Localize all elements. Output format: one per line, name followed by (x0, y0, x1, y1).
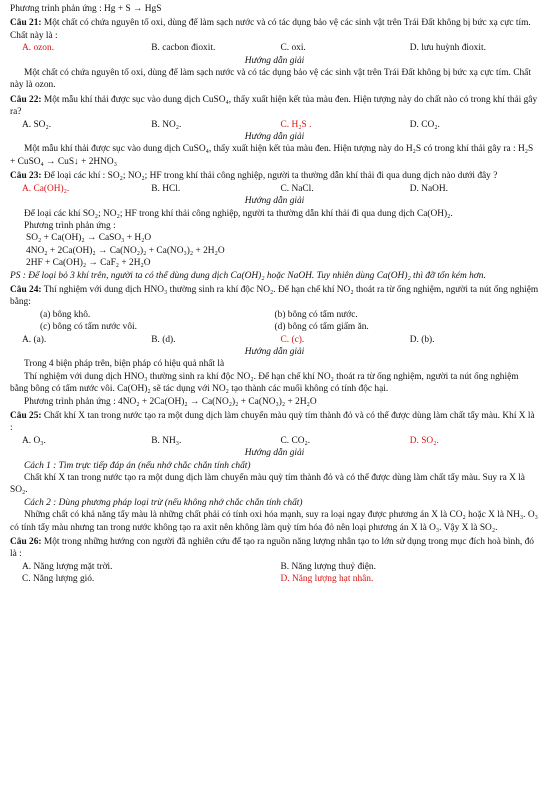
options-21 (10, 42, 539, 54)
option-b: B. cacbon đioxit. (151, 43, 216, 54)
guide-heading: Hướng dẫn giải (244, 196, 305, 207)
option-a: A. O₃. (22, 435, 46, 446)
option-c: C. (c). (280, 334, 305, 345)
choice-d: (d) bông có tẩm giấm ăn. (274, 322, 369, 333)
question-23 (10, 170, 539, 182)
option-a: A. ozon. (22, 43, 55, 54)
option-a: A. Ca(OH)₂. (22, 183, 70, 194)
option-b: B. Năng lượng thuỷ điện. (280, 561, 376, 572)
question-24 (10, 284, 539, 309)
method-2-title: Cách 2 : Dùng phương pháp loại trừ (nếu không nhớ chắc chắn tính chất) (24, 497, 303, 508)
equation-title: Phương trình phản ứng : (24, 220, 116, 231)
option-c: C. Năng lượng gió. (22, 574, 95, 585)
intro-line: Phương trình phản ứng : Hg + S → HgS (10, 4, 162, 14)
equation: Phương trình phản ứng : 4NO₂ + 2Ca(OH)₂ → Ca(NO₂)₂ + Ca(NO₃)₂ + 2H₂O (24, 396, 317, 407)
question-number: Câu 22: (10, 94, 42, 105)
guide-heading: Hướng dẫn giải (244, 346, 305, 357)
guide-heading: Hướng dẫn giải (244, 55, 305, 66)
question-number: Câu 26: (10, 537, 42, 548)
option-d: D. SO₂. (409, 435, 439, 446)
option-d: D. NaOH. (409, 183, 449, 194)
method-1-title: Cách 1 : Tìm trực tiếp đáp án (nếu nhớ chắc chắn tính chất) (24, 460, 251, 471)
option-c: C. NaCl. (280, 183, 314, 194)
choice-c: (c) bông có tẩm nước vôi. (40, 322, 137, 333)
question-number: Câu 25: (10, 411, 42, 421)
option-d: D. (b). (409, 334, 435, 345)
option-b: B. NH₃. (151, 435, 182, 446)
options-24 (10, 334, 539, 346)
explanation: Một mẫu khí thải được sục vào dung dịch CuSO₄, thấy xuất hiện kết tủa màu đen. Hiện tượng này do H₂S có trong khí thải gây ra : H₂S + CuSO₄ → CuS↓ + 2HNO₃ (10, 144, 534, 167)
option-d: D. CO₂. (409, 119, 440, 130)
question-number: Câu 23: (10, 171, 42, 182)
guide-heading: Hướng dẫn giải (244, 132, 305, 143)
explanation-1: Trong 4 biện pháp trên, biện pháp có hiệu quả nhất là (24, 359, 225, 370)
options-22 (10, 119, 539, 131)
option-a: A. SO₂. (22, 119, 52, 130)
option-b: B. NO₂. (151, 119, 182, 130)
question-25 (10, 410, 539, 435)
option-a: A. Năng lượng mặt trời. (22, 561, 113, 572)
options-25 (10, 435, 539, 447)
option-d: D. lưu huỳnh đioxit. (409, 43, 486, 54)
option-b: B. (d). (151, 334, 176, 345)
guide-heading: Hướng dẫn giải (244, 448, 305, 459)
equation-2: 4NO₂ + 2Ca(OH)₂ → Ca(NO₂)₂ + Ca(NO₃)₂ + 2H₂O (26, 245, 225, 256)
explanation: Để loại các khí SO₂; NO₂; HF trong khí thải công nghiệp, người ta thường dẫn khí thải đi qua dung dịch Ca(OH)₂. (24, 208, 453, 219)
question-number: Câu 24: (10, 284, 42, 295)
equation-1: SO₂ + Ca(OH)₂ → CaSO₃ + H₂O (26, 233, 152, 244)
options-26-row-1 (10, 561, 539, 573)
question-text: Một chất có chứa nguyên tố oxi, dùng để làm sạch nước và có tác dụng bảo vệ các sinh vật trên Trái Đất không bị bức xạ cực tím. Chất này là : (10, 18, 531, 41)
explanation: Một chất có chứa nguyên tố oxi, dùng để làm sạch nước và có tác dụng bảo vệ các sinh vật trên Trái Đất không bị bức xạ cực tím. Chất này là ozon. (10, 68, 531, 91)
note: PS : Để loại bỏ 3 khí trên, người ta có thể dùng dung dịch Ca(OH)₂ hoặc NaOH. Tuy nhiên dùng Ca(OH)₂ thì đỡ tốn kém hơn. (10, 270, 486, 281)
equation-3: 2HF + Ca(OH)₂ → CaF₂ + 2H₂O (26, 258, 151, 269)
question-text: Để loại các khí : SO₂; NO₂; HF trong khí thải công nghiệp, người ta thường dẫn khí thải đi qua dung dịch nào dưới đây ? (41, 171, 498, 182)
choice-b: (b) bông có tẩm nước. (274, 309, 358, 320)
options-26-row-2 (10, 573, 539, 585)
options-23 (10, 183, 539, 195)
choices-row-1 (10, 309, 539, 321)
question-text: Một mẫu khí thải được sục vào dung dịch CuSO₄, thấy xuất hiện kết tủa màu đen. Hiện tượng này do chất nào có trong khí thải gây ra? (10, 94, 538, 118)
method-1-text: Chất khí X tan trong nước tạo ra một dung dịch làm chuyển màu quỳ tím thành đỏ và có thể được dùng làm chất tẩy màu. Suy ra X là SO₂. (10, 473, 525, 496)
option-c: C. CO₂. (280, 435, 311, 446)
question-text: Một trong những hướng con người đã nghiên cứu để tạo ra nguồn năng lượng nhân tạo to lớn sử dụng trong mục đích hoà bình, đó là : (10, 537, 534, 560)
option-c: C. oxi. (280, 43, 306, 54)
explanation-2: Thí nghiệm với dung dịch HNO₃ thường sinh ra khí độc NO₂. Để hạn chế khí NO₂ thoát ra từ ống nghiệm, người ta nút ống nghiệm bằng bông có tẩm nước vôi. Ca(OH)₂ sẽ tác dụng với NO₂ tạo thành các muối không có tính độc hại. (10, 371, 519, 395)
method-2-text: Những chất có khả năng tẩy màu là những chất phải có tính oxi hóa mạnh, suy ra loại ngay được phương án X là CO₂ hoặc X là NH₃. O₃ có tính tẩy màu nhưng tan trong nước không tạo ra axit nên không làm quỳ tím hóa đỏ nên loại phương án X là O₃. Vậy X là SO₂. (10, 510, 538, 533)
question-21 (10, 17, 539, 42)
question-22 (10, 94, 539, 119)
question-text: Chất khí X tan trong nước tạo ra một dung dịch làm chuyển màu quỳ tím thành đỏ và có thể được dùng làm chất tẩy màu. Khí X là : (10, 411, 535, 434)
question-number: Câu 21: (10, 18, 42, 29)
choices-row-2 (10, 321, 539, 333)
question-text: Thí nghiệm với dung dịch HNO₃ thường sinh ra khí độc NO₂. Để hạn chế khí NO₂ thoát ra từ ống nghiệm, người ta nút ống nghiệm bằng: (10, 284, 539, 308)
question-26 (10, 536, 539, 561)
choice-a: (a) bông khô. (40, 309, 91, 320)
option-a: A. (a). (22, 334, 47, 345)
option-d: D. Năng lượng hạt nhân. (280, 574, 374, 585)
option-c: C. H₂S . (280, 119, 312, 130)
option-b: B. HCl. (151, 183, 181, 194)
